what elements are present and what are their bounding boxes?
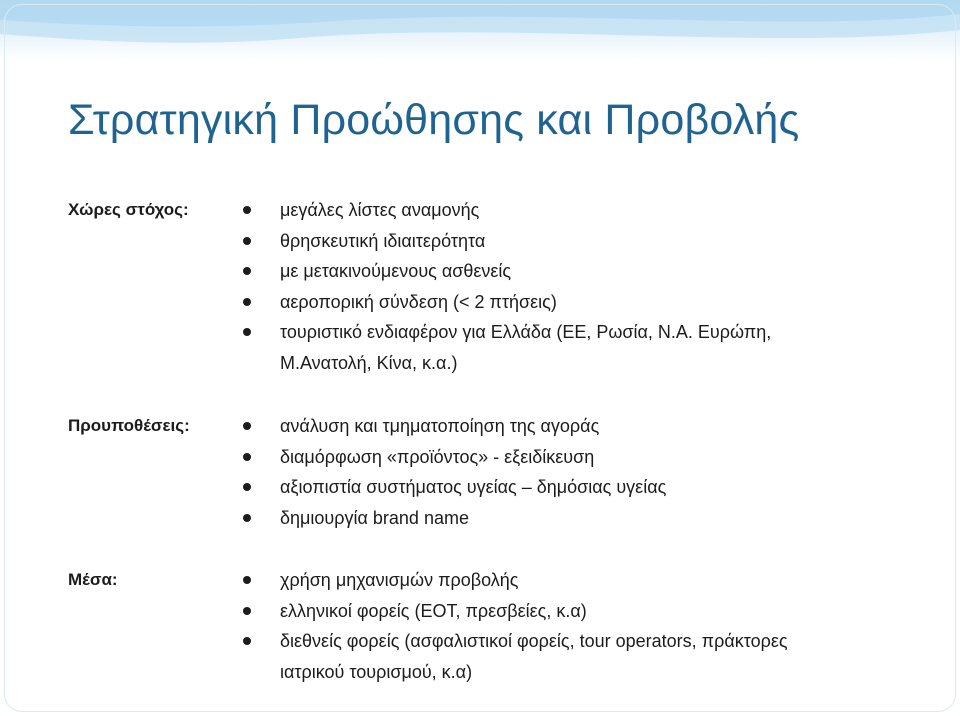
bullet-icon — [243, 607, 251, 615]
bullet-icon — [243, 298, 251, 306]
list-item: μεγάλες λίστες αναμονής — [243, 195, 843, 226]
list-item: αξιοπιστία συστήματος υγείας – δημόσιας υγείας — [243, 472, 843, 503]
list-item: αεροπορική σύνδεση (< 2 πτήσεις) — [243, 287, 843, 318]
bullet-icon — [243, 483, 251, 491]
section-label-prerequisites: Προυποθέσεις: — [68, 416, 190, 435]
section-label-means: Μέσα: — [68, 570, 118, 589]
bullet-icon — [243, 237, 251, 245]
slide-title: Στρατηγική Προώθησης και Προβολής — [68, 96, 800, 144]
list-item: χρήση μηχανισμών προβολής — [243, 565, 843, 596]
bullet-icon — [243, 637, 251, 645]
list-item: με μετακινούμενους ασθενείς — [243, 256, 843, 287]
bullet-list-prerequisites — [243, 411, 843, 533]
bullet-icon — [243, 422, 251, 430]
list-item: ανάλυση και τμηματοποίηση της αγοράς — [243, 411, 843, 442]
list-item: θρησκευτική ιδιαιτερότητα — [243, 226, 843, 257]
bullet-icon — [243, 206, 251, 214]
header-swoosh-decoration — [0, 0, 960, 60]
list-item: ελληνικοί φορείς (ΕΟΤ, πρεσβείες, κ.α) — [243, 596, 843, 627]
bullet-icon — [243, 267, 251, 275]
list-item: διεθνείς φορείς (ασφαλιστικοί φορείς, tour operators, πράκτορες ιατρικού τουρισμού, κ.α) — [243, 626, 843, 687]
list-item: τουριστικό ενδιαφέρον για Ελλάδα (ΕΕ, Ρωσία, Ν.Α. Ευρώπη, Μ.Ανατολή, Κίνα, κ.α.) — [243, 317, 843, 378]
bullet-icon — [243, 576, 251, 584]
bullet-list-target-countries — [243, 195, 843, 378]
bullet-icon — [243, 514, 251, 522]
bullet-list-means — [243, 565, 843, 687]
bullet-icon — [243, 328, 251, 336]
list-item: διαμόρφωση «προϊόντος» - εξειδίκευση — [243, 442, 843, 473]
bullet-icon — [243, 453, 251, 461]
section-label-target-countries: Χώρες στόχος: — [68, 200, 189, 219]
list-item: δημιουργία brand name — [243, 503, 843, 534]
